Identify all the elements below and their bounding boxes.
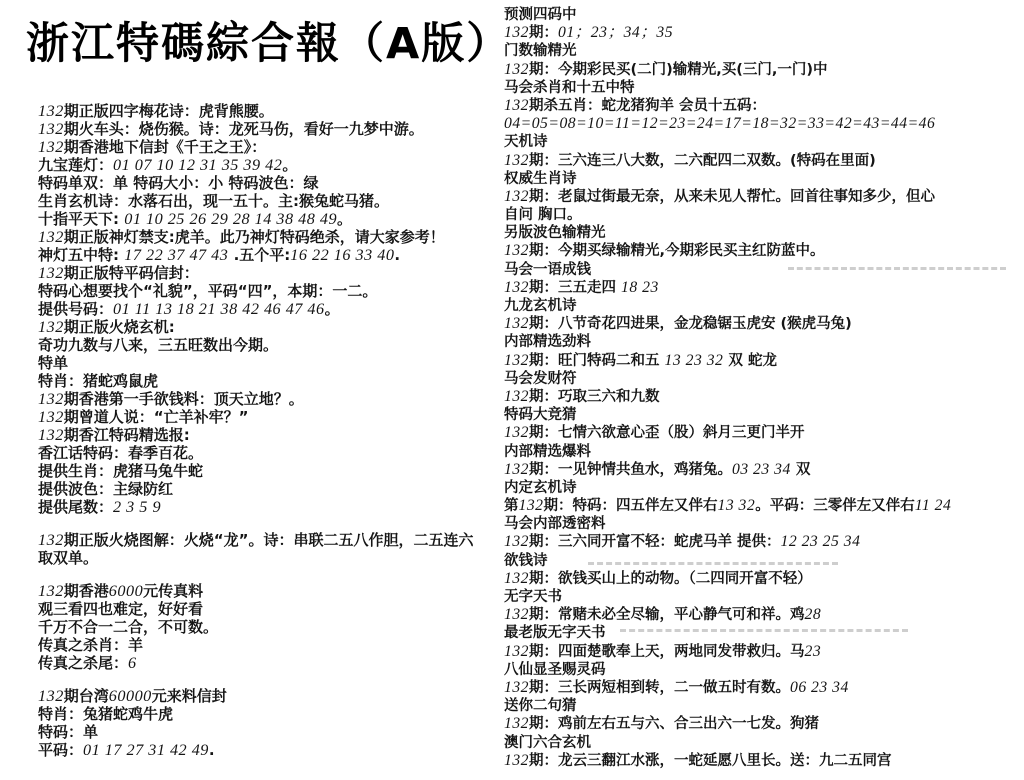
text-line: 送你二句猜 [504,698,577,715]
number-run: 132 [38,318,64,336]
text-line: 132期正版火烧玄机: [38,318,175,336]
faded-text-artifact [620,629,908,632]
text-line: 特肖：猪蛇鸡鼠虎 [38,372,159,390]
text-line: 132期：三六同开富不轻：蛇虎马羊 提供：12 23 25 34 [504,533,861,551]
number-run: 132 [38,120,64,138]
text-line: 门数输精光 [504,43,577,60]
text-line: 特码大竞猜 [504,407,577,424]
number-run: 132 [504,351,529,369]
number-run: 16 22 16 33 40 [290,246,395,264]
number-run: 01 17 27 31 42 49 [83,741,209,759]
number-run: 132 [504,242,529,260]
number-run: 28 [804,606,822,624]
text-line: 特码单双：单 特码大小：小 特码波色：绿 [38,174,319,192]
text-line: 奇功九数与八来，三五旺数出今期。 [38,336,279,354]
text-line: 132期：01；23；34；35 [504,24,674,42]
text-line: 神灯五中特: 17 22 37 47 43 .五个平:16 22 16 33 40. [38,246,401,264]
text-line: 平码：01 17 27 31 42 49. [38,741,215,759]
number-run: 132 [38,390,64,408]
number-run: 06 23 34 [789,678,849,696]
text-line: 内部精选劲料 [504,334,591,351]
number-run: 132 [504,533,529,551]
text-line: 预测四码中 [504,7,577,23]
number-run: 132 [38,138,64,156]
text-line: 132期：三五走四 18 23 [504,278,659,296]
number-run: 132 [504,678,529,696]
number-run: 01 10 25 26 29 28 14 38 48 49 [124,210,338,228]
text-line: 特单 [38,354,69,372]
text-line: 132期：一见钟情共鱼水，鸡猪兔。03 23 34 双 [504,460,811,478]
number-run: 2 3 5 9 [113,498,162,516]
number-run: 132 [504,96,529,114]
number-run: 01 11 13 18 21 38 42 46 47 46 [113,300,325,318]
left-column [38,102,504,759]
number-run: 12 23 25 34 [780,533,861,551]
number-run: 132 [38,582,64,600]
text-line: 马会杀肖和十五中特 [504,79,635,96]
number-run: 6 [128,654,137,672]
text-line: 无字天书 [504,589,562,605]
number-run: 18 23 [621,278,659,296]
text-line: 天机诗 [504,134,548,151]
number-run: 132 [504,606,529,624]
number-run: 03 23 34 [731,460,791,478]
text-line: 132期正版神灯禁支:虎羊。此乃神灯特码绝杀，请大家参考！ [38,228,445,246]
text-line: 132期正版特平码信封： [38,264,199,282]
text-line: 132期：今期彩民买(二门)输精光,买(三门,一门)中 [504,60,828,78]
text-line: 观三看四也难定，好好看 [38,600,204,618]
number-run: 04=05=08=10=11=12=23=24=17=18=32=33=42=43=44=46 [504,115,936,133]
text-line: 马会一语成钱 [504,261,591,278]
number-run: 132 [504,315,529,333]
number-run: 132 [38,228,64,246]
text-line: 132期：欲钱买山上的动物。（二四同开富不轻） [504,569,812,587]
text-line: 香江话特码：春季百花。 [38,444,204,462]
number-run: 132 [38,687,64,705]
text-line: 132期台湾60000元来料信封 [38,687,227,705]
number-run: 132 [504,187,529,205]
text-line: 132期火车头：烧伤猴。诗：龙死马伤，看好一九梦中游。 [38,120,424,138]
text-line: 132期：四面楚歌奉上天，两地同发带救归。马23 [504,642,822,660]
number-run: 11 24 [914,497,952,515]
text-line: 132期香港6000元传真料 [38,582,204,600]
text-line: 内定玄机诗 [504,479,577,496]
number-run: 132 [38,426,64,444]
number-run: 132 [38,531,64,549]
faded-text-artifact [588,562,838,565]
text-line: 132期：常赌未必全尽输，平心静气可和祥。鸡28 [504,606,822,624]
text-line: 132期曾道人说：“亡羊补牢？” [38,408,249,426]
number-run: 132 [38,264,64,282]
text-line: 传真之杀尾：6 [38,654,137,672]
number-run: 17 22 37 47 43 [124,246,229,264]
text-line: 马会内部透密料 [504,516,606,533]
number-run: 01；23；34；35 [557,24,674,42]
text-line: 132期：三六连三八大数，二六配四二双数。(特码在里面) [504,151,876,169]
text-line: 132期：七情六欲意心歪（股）斜月三更门半开 [504,424,805,442]
text-line: 欲钱诗 [504,552,548,569]
text-line: 132期：旺门特码二和五 13 23 32 双 蛇龙 [504,351,777,369]
number-run: 132 [504,715,529,733]
text-line: 澳门六合玄机 [504,734,591,751]
text-line: 提供波色：主绿防红 [38,480,174,498]
text-line: 九龙玄机诗 [504,298,577,314]
number-run: 132 [38,102,64,120]
number-run: 132 [504,642,529,660]
text-line: 132期：老鼠过街最无奈，从来未见人帮忙。回首往事知多少，但心 [504,187,935,205]
text-line: 提供号码：01 11 13 18 21 38 42 46 47 46。 [38,300,340,318]
number-run: 132 [504,751,529,769]
text-line: 九宝莲灯：01 07 10 12 31 35 39 42。 [38,156,298,174]
number-run: 13 23 32 [664,351,724,369]
text-line: 132期正版四字梅花诗：虎背熊腰。 [38,102,274,120]
text-line: 132期杀五肖：蛇龙猪狗羊 会员十五码： [504,96,767,114]
faded-text-artifact [788,267,1006,270]
number-run: 132 [504,60,529,78]
right-column [504,6,1020,770]
text-line: 马会发财符 [504,370,577,387]
number-run: 60000 [108,687,152,705]
text-line: 另版波色输精光 [504,225,606,242]
number-run: 13 32 [717,497,756,515]
number-run: 132 [504,569,529,587]
number-run: 132 [504,24,529,42]
number-run: 132 [38,408,64,426]
text-line: 传真之杀肖：羊 [38,636,144,654]
text-line: 千万不合一二合，不可数。 [38,618,219,636]
number-run: 132 [504,151,529,169]
number-run: 132 [504,424,529,442]
text-line: 132期：今期买绿输精光,今期彩民买主红防蓝中。 [504,242,825,260]
text-line: 内部精选爆料 [504,443,591,460]
number-run: 132 [518,497,544,515]
text-line: 132期：八节奇花四进果，金龙稳锯玉虎安 (猴虎马兔) [504,315,852,333]
text-line: 特肖：兔猪蛇鸡牛虎 [38,705,174,723]
text-line: 132期香江特码精选报: [38,426,190,444]
text-line: 十指平天下: 01 10 25 26 29 28 14 38 48 49。 [38,210,353,228]
text-line: 132期香港第一手欲钱料：顶天立地？。 [38,390,304,408]
text-line: 提供生肖：虎猪马兔牛蛇 [38,462,204,480]
text-line: 特码：单 [38,723,99,741]
number-run: 132 [504,460,529,478]
text-line: 提供尾数：2 3 5 9 [38,498,162,516]
text-line: 八仙显圣赐灵码 [504,661,606,678]
text-line: 132期：鸡前左右五与六、合三出六一七发。狗猪 [504,715,819,733]
text-line: 第132期：特码：四五伴左又伴右13 32。平码：三零伴左又伴右11 24 [504,497,952,515]
text-line: 132期：龙云三翻江水涨，一蛇延愿八里长。送：九二五同宫 [504,751,892,769]
text-line: 132期：巧取三六和九数 [504,387,660,405]
text-line: 132期香港地下信封《千王之王》： [38,138,267,156]
number-run: 132 [504,278,529,296]
text-line: 生肖玄机诗：水落石出，现一五十。主:猴兔蛇马猪。 [38,192,390,210]
number-run: 6000 [108,582,144,600]
text-line [504,115,1020,133]
text-line: 特码心想要找个“礼貌”，平码“四”，本期：一二。 [38,282,378,300]
text-line: 权威生肖诗 [504,170,577,187]
number-run: 132 [504,387,529,405]
number-run: 01 07 10 12 31 35 39 42 [113,156,283,174]
text-line: 最老版无字天书 [504,625,606,642]
text-line: 132期：三长两短相到转，二一做五时有数。06 23 34 [504,678,849,696]
text-line: 132期正版火烧图解：火烧“龙”。诗：串联二五八作胆，二五连六 [38,531,474,549]
text-line: 自问 胸口。 [504,207,582,224]
page-title: 浙江特碼綜合報（A版） [26,19,512,69]
text-line: 取双单。 [38,549,99,567]
number-run: 23 [804,642,822,660]
